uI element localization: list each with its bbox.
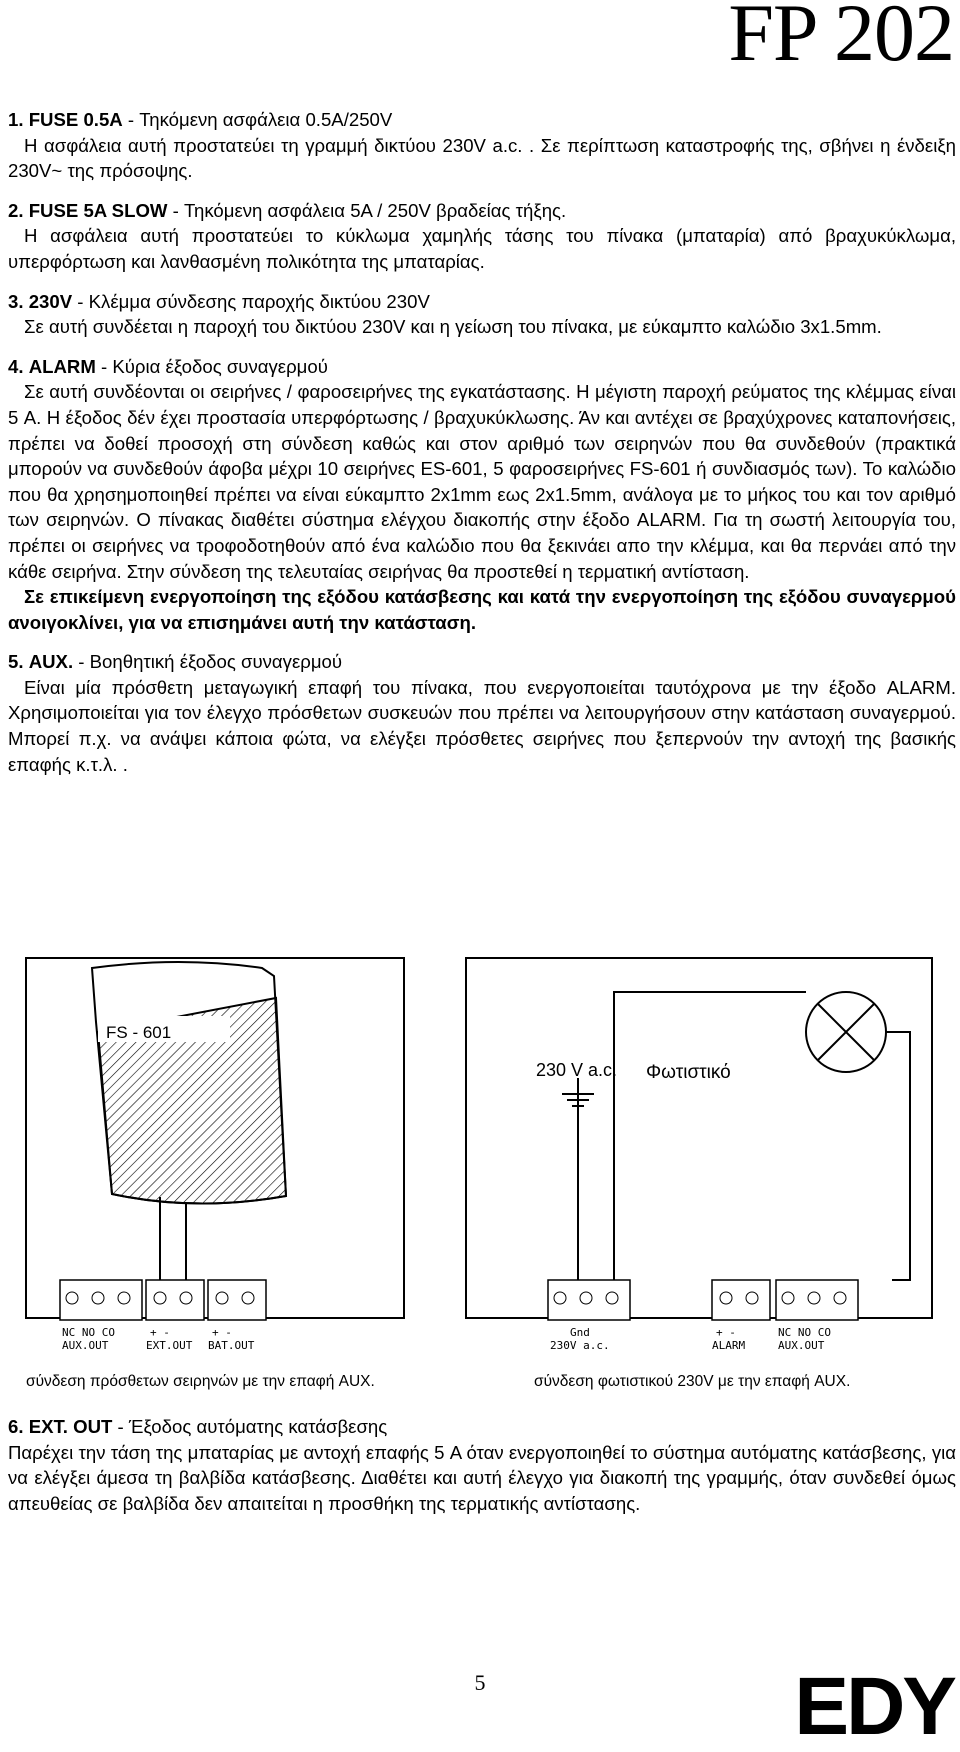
lamp-icon [806, 992, 886, 1072]
section-number: 4. [8, 355, 24, 377]
section-text: Σε αυτή συνδέεται η παροχή του δικτύου 230V και η γείωση του πίνακα, με εύκαμπτο καλώδιο 3x1.5mm. [24, 316, 882, 338]
terminal-symbols: + - [212, 1326, 232, 1339]
terminal-name: EXT.OUT [146, 1339, 193, 1352]
section-aux [8, 649, 956, 777]
page-number: 5 [474, 1670, 486, 1695]
section-heading [8, 649, 956, 675]
section-text: Η ασφάλεια αυτή προστατεύει το κύκλωμα χαμηλής τάσης του πίνακα (μπαταρία) από βραχυκύκλωμα, υπερφόρτωση και λανθασμένη πολικότητα της μπαταρίας. [8, 225, 956, 272]
terminal-symbols: NC NO CO [62, 1326, 115, 1339]
terminal-block-ext-out [146, 1280, 204, 1352]
section-subtitle: - Βοηθητική έξοδος συναγερμού [73, 651, 343, 673]
section-230v [8, 289, 956, 340]
section-title: FUSE 5A SLOW [28, 199, 168, 221]
section-fuse-5a-slow [8, 198, 956, 275]
section-number: 6. [8, 1416, 24, 1437]
terminal-name: AUX.OUT [62, 1339, 109, 1352]
terminal-name: 230V a.c. [550, 1339, 610, 1352]
section-ext-out [8, 1414, 956, 1516]
section-fuse-05a [8, 107, 956, 184]
terminal-block-mains [548, 1280, 630, 1352]
section-number: 2. [8, 199, 24, 221]
section-subtitle: - Κύρια έξοδος συναγερμού [95, 355, 328, 377]
terminal-name: ALARM [712, 1339, 746, 1352]
terminal-symbols: Gnd [570, 1326, 590, 1339]
terminal-name: BAT.OUT [208, 1339, 255, 1352]
terminal-block-bat-out [208, 1280, 266, 1352]
terminal-name: AUX.OUT [778, 1339, 825, 1352]
section-title: FUSE 0.5A [28, 109, 123, 130]
terminal-symbols: + - [150, 1326, 170, 1339]
wiring-diagram [0, 950, 960, 1352]
terminal-block-alarm [712, 1280, 770, 1352]
right-caption: σύνδεση φωτιστικού 230V με την επαφή AUX. [534, 1373, 851, 1390]
terminal-symbols: NC NO CO [778, 1326, 831, 1339]
section-title: 230V [28, 290, 73, 312]
section-heading [8, 289, 956, 315]
siren-fs601-icon [92, 962, 286, 1204]
section-subtitle: - Κλέμμα σύνδεσης παροχής δικτύου 230V [72, 290, 430, 312]
terminal-block-aux-out [60, 1280, 142, 1352]
section-text: Σε αυτή συνδέονται οι σειρήνες / φαροσειρήνες της εγκατάστασης. Η μέγιστη παροχή ρεύματος της κλέμμας είναι 5 A. Η έξοδος δέν έχει προστασία υπερφόρτωσης / βραχυκύκλωσης. Άν και αντέχει σε βραχύχρονες καταπονήσεις, πρέπει να δοθεί προσοχή στη σύνδεση καθώς και στον αριθμό των σειρηνών που θα συνδεθούν (πρακτικά μπορούν να συνδεθούν άφοβα μέχρι 10 σειρήνες ES-601, 5 φαροσειρήνες FS-601 ή συνδιασμός των). Το καλώδιο που θα χρησημοποιηθεί πρέπει να είναι εύκαμπτο 2x1mm εως 2x1.5mm, ανάλογα με το μήκος του και τον αριθμό των σειρηνών. Ο πίνακας διαθέτει σύστημα ελέγχου διακοπής στην έξοδο ALARM. Για τη σωστή λειτουργία του, πρέπει οι σειρήνες να τροφοδοτηθούν από ένα καλώδιο που θα ξεκινάει απο την κλέμμα, και θα περνάει από την κάθε σειρήνα. Στην σύνδεση της τελευταίας σειρήνας θα προστεθεί η τερματική αντίσταση. [8, 381, 956, 582]
section-number: 1. [8, 109, 24, 130]
section-text: Είναι μία πρόσθετη μεταγωγική επαφή του πίνακα, που ενεργοποιείται ταυτόχρονα με την έξοδο ALARM. Χρησιμοποιείται για τον έλεγχο πρόσθετων συσκευών που πρέπει να λειτουργήσουν στην κατάσταση συναγερμού. Μπορεί π.χ. να ανάψει κάποια φώτα, να ελέγξει πρόσθετες σειρήνες που ξεπερνούν την αντοχή της βασικής επαφής κ.τ.λ. . [8, 676, 956, 775]
section-title: ALARM [28, 355, 96, 377]
section-text: Παρέχει την τάση της μπαταρίας με αντοχή επαφής 5 A όταν ενεργοποιηθεί το σύστημα αυτόματης κατάσβεσης, για να ελέγξει άμεσα τη βαλβίδα κατάσβεσης. Διαθέτει και αυτή έλεγχο για διακοπή της γραμμής, όταν συνδεθεί όμως απευθείας σε βαλβίδα δεν απαιτείται η προσθήκη της τερματικής αντίστασης. [8, 1441, 956, 1514]
left-caption: σύνδεση πρόσθετων σειρηνών με την επαφή AUX. [26, 1373, 375, 1390]
section-heading [8, 354, 956, 380]
section-alarm [8, 354, 956, 636]
section-number: 5. [8, 651, 24, 673]
terminal-symbols: + - [716, 1326, 736, 1339]
lamp-label: Φωτιστικό [646, 1062, 731, 1083]
section-number: 3. [8, 290, 24, 312]
section-title: EXT. OUT [28, 1416, 113, 1437]
section-heading [8, 107, 956, 133]
section-subtitle: - Τηκόμενη ασφάλεια 0.5A/250V [122, 109, 393, 130]
section-subtitle: - Έξοδος αυτόματης κατάσβεσης [112, 1416, 388, 1437]
section-heading [8, 198, 956, 224]
device-label: FS - 601 [106, 1023, 172, 1042]
section-heading [8, 1414, 956, 1440]
voltage-label: 230 V a.c. [536, 1060, 618, 1080]
section-title: AUX. [28, 651, 74, 673]
section-text: Η ασφάλεια αυτή προστατεύει τη γραμμή δικτύου 230V a.c. . Σε περίπτωση καταστροφής της, σβήνει η ένδειξη 230V~ της πρόσοψης. [8, 134, 956, 182]
terminal-block-aux-out [776, 1280, 858, 1352]
brand-logo: EDY [794, 1661, 954, 1752]
document-body [8, 107, 956, 791]
model-title: FP 202 [728, 0, 954, 78]
left-terminal-blocks [60, 1280, 266, 1352]
warning-text: Σε επικείμενη ενεργοποίηση της εξόδου κατάσβεσης και κατά την ενεργοποίηση της εξόδου συναγερμού ανοιγοκλίνει, για να επισημάνει αυτή την κατάσταση. [8, 586, 956, 633]
section-subtitle: - Τηκόμενη ασφάλεια 5A / 250V βραδείας τήξης. [167, 199, 567, 221]
